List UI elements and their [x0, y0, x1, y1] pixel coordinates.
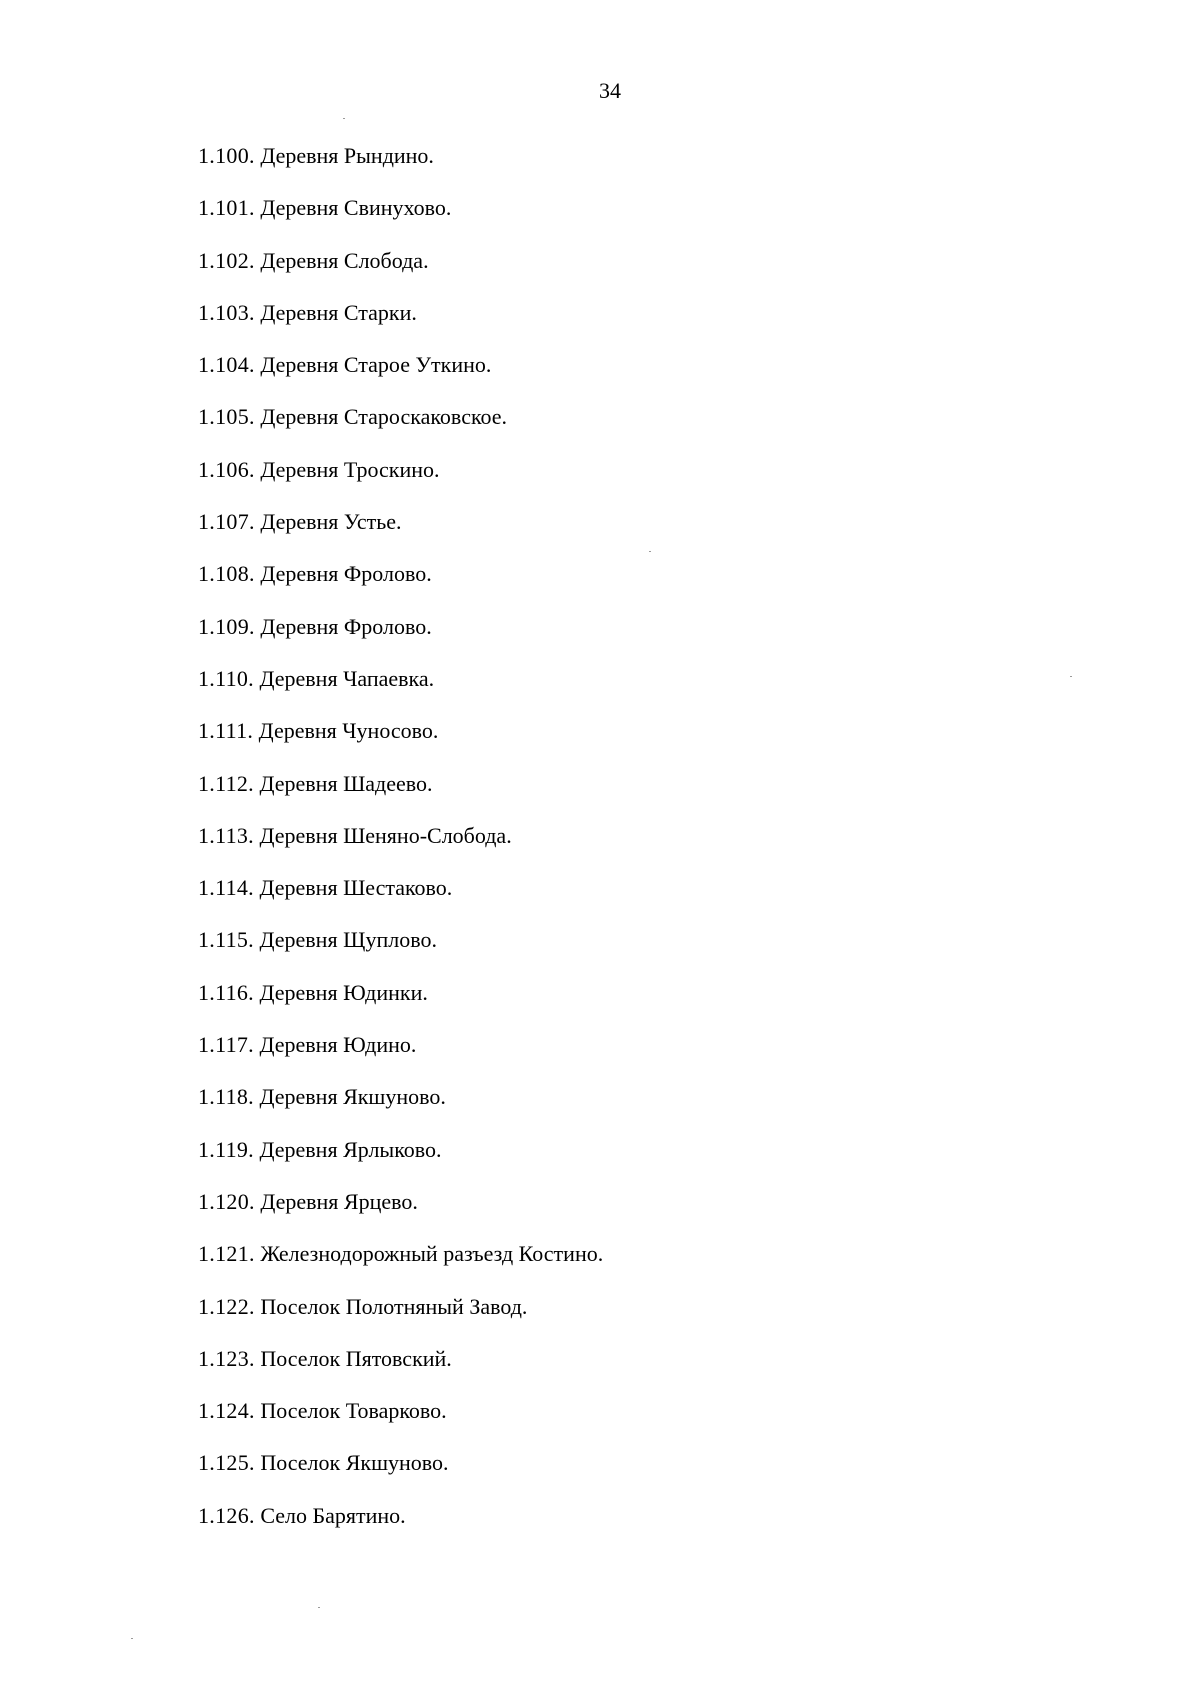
item-text: Деревня Шадеево.	[259, 770, 433, 796]
item-text: Деревня Шестаково.	[259, 875, 453, 901]
item-number: 1.121.	[198, 1241, 255, 1267]
list-item	[198, 875, 603, 927]
item-text: Деревня Якшуново.	[259, 1084, 446, 1110]
item-text: Деревня Ярцево.	[260, 1188, 418, 1214]
list-item	[198, 718, 603, 770]
item-text: Деревня Старки.	[260, 299, 417, 325]
list-item	[198, 614, 603, 666]
item-text: Поселок Якшуново.	[260, 1450, 449, 1476]
list-item	[198, 404, 603, 456]
item-text: Деревня Чуносово.	[258, 718, 439, 744]
item-number: 1.107.	[198, 509, 255, 535]
item-number: 1.122.	[198, 1293, 255, 1319]
item-number: 1.113.	[198, 822, 254, 848]
page-number: 34	[599, 78, 621, 103]
item-text: Поселок Пятовский.	[260, 1345, 452, 1371]
item-text: Деревня Фролово.	[260, 613, 432, 639]
item-number: 1.120.	[198, 1188, 255, 1214]
item-number: 1.115.	[198, 927, 254, 953]
item-number: 1.118.	[198, 1084, 254, 1110]
item-number: 1.100.	[198, 143, 255, 168]
list-item	[198, 1189, 603, 1241]
item-number: 1.124.	[198, 1398, 255, 1424]
list-item	[198, 1032, 603, 1084]
list-item	[198, 143, 603, 195]
item-number: 1.125.	[198, 1450, 255, 1476]
item-text: Деревня Фролово.	[260, 561, 432, 587]
item-text: Деревня Ярлыково.	[259, 1136, 442, 1162]
item-text: Деревня Слобода.	[260, 247, 429, 273]
scan-speck	[318, 1607, 320, 1608]
item-text: Деревня Юдинки.	[259, 979, 428, 1005]
item-number: 1.104.	[198, 352, 255, 378]
item-text: Деревня Устье.	[260, 509, 402, 535]
list-item	[198, 300, 603, 352]
list-item	[198, 195, 603, 247]
list-item	[198, 1137, 603, 1189]
list-item	[198, 1084, 603, 1136]
item-number: 1.117.	[198, 1032, 254, 1058]
item-number: 1.103.	[198, 299, 255, 325]
item-text: Деревня Шеняно-Слобода.	[259, 822, 512, 848]
scan-speck	[343, 118, 345, 119]
item-number: 1.105.	[198, 404, 255, 430]
list-item	[198, 352, 603, 404]
item-text: Деревня Рындино.	[260, 143, 434, 168]
item-text: Деревня Юдино.	[259, 1032, 417, 1058]
list-item	[198, 457, 603, 509]
item-text: Село Барятино.	[260, 1502, 406, 1528]
item-text: Деревня Староскаковское.	[260, 404, 508, 430]
list-item	[198, 1241, 603, 1293]
settlement-list	[198, 143, 603, 1555]
item-text: Поселок Товарково.	[260, 1398, 447, 1424]
list-item	[198, 771, 603, 823]
item-text: Деревня Старое Уткино.	[260, 352, 492, 378]
scan-speck	[649, 551, 651, 552]
list-item	[198, 823, 603, 875]
list-item	[198, 666, 603, 718]
list-item	[198, 980, 603, 1032]
item-number: 1.106.	[198, 456, 255, 482]
scan-speck	[131, 1638, 133, 1639]
list-item	[198, 1398, 603, 1450]
item-number: 1.119.	[198, 1136, 254, 1162]
item-text: Деревня Свинухово.	[260, 195, 452, 221]
item-number: 1.114.	[198, 875, 254, 901]
item-number: 1.111.	[198, 718, 254, 744]
item-number: 1.110.	[198, 665, 254, 691]
list-item	[198, 927, 603, 979]
item-text: Деревня Троскино.	[260, 456, 440, 482]
list-item	[198, 248, 603, 300]
item-number: 1.108.	[198, 561, 255, 587]
item-text: Деревня Чапаевка.	[259, 665, 435, 691]
item-number: 1.109.	[198, 613, 255, 639]
list-item	[198, 509, 603, 561]
item-number: 1.116.	[198, 979, 254, 1005]
list-item	[198, 561, 603, 613]
scan-speck	[1070, 676, 1072, 677]
list-item	[198, 1294, 603, 1346]
item-text: Поселок Полотняный Завод.	[260, 1293, 528, 1319]
list-item	[198, 1503, 603, 1555]
list-item	[198, 1346, 603, 1398]
item-number: 1.101.	[198, 195, 255, 221]
item-text: Деревня Щуплово.	[259, 927, 438, 953]
item-number: 1.126.	[198, 1502, 255, 1528]
item-number: 1.112.	[198, 770, 254, 796]
item-text: Железнодорожный разъезд Костино.	[260, 1241, 604, 1267]
item-number: 1.102.	[198, 247, 255, 273]
list-item	[198, 1450, 603, 1502]
item-number: 1.123.	[198, 1345, 255, 1371]
